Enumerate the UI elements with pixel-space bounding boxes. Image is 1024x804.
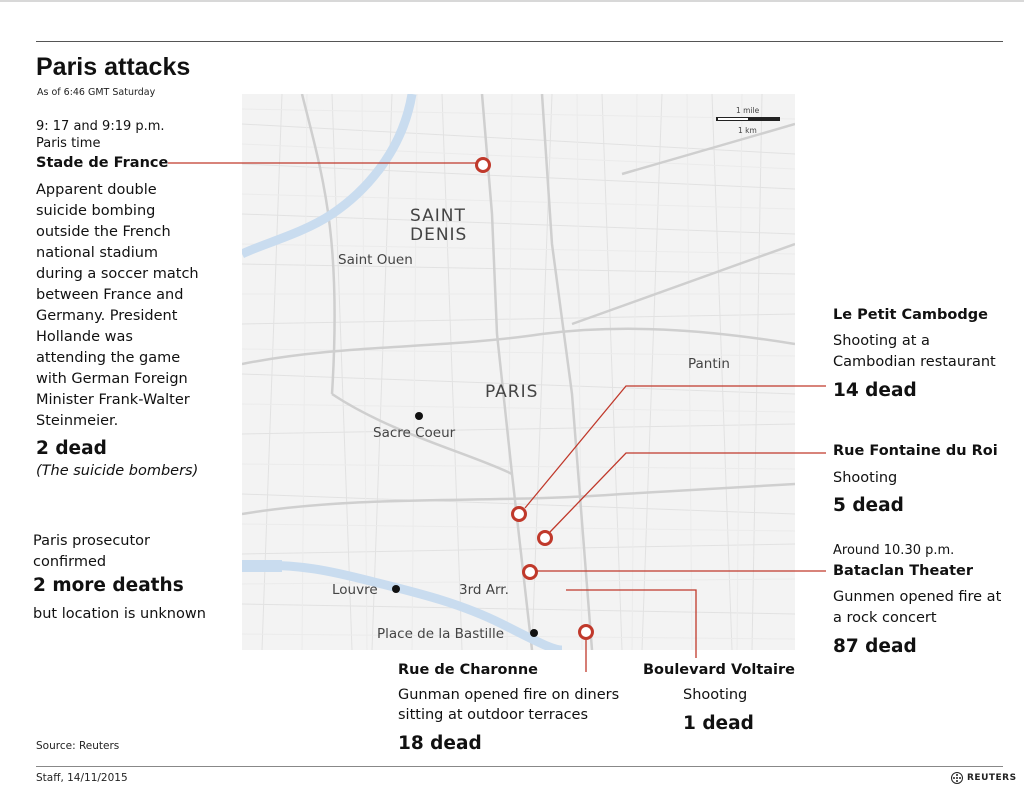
label-bastille: Place de la Bastille: [377, 626, 505, 642]
bataclan-desc-1: Gunmen opened fire at: [833, 589, 1002, 605]
prosecutor-line3: but location is unknown: [33, 606, 206, 622]
bataclan-name: Bataclan Theater: [833, 563, 974, 579]
stade-description: Apparent double suicide bombing outside the French national stadium during a soccer match between France and Germany. President Hollande was attending the game with German Foreign Minister Frank-Walter Steinmeier.: [36, 182, 199, 429]
charonne-desc-1: Gunman opened fire on diners: [398, 687, 620, 703]
stade-time-sub: Paris time: [36, 136, 101, 151]
label-paris: PARIS: [485, 382, 539, 402]
label-pantin: Pantin: [688, 356, 730, 372]
stade-name: Stade de France: [36, 155, 169, 171]
cambodge-desc-1: Shooting at a: [833, 333, 930, 349]
fontaine-name: Rue Fontaine du Roi: [833, 443, 998, 459]
prosecutor-deaths: 2 more deaths: [33, 575, 184, 596]
charonne-dead: 18 dead: [398, 733, 482, 754]
credit-note: Staff, 14/11/2015: [36, 772, 128, 784]
scale-km-label: 1 km: [738, 126, 757, 135]
stade-time: 9: 17 and 9:19 p.m.: [36, 119, 165, 134]
label-sacre-coeur: Sacre Coeur: [373, 425, 456, 441]
label-3rd-arr: 3rd Arr.: [459, 582, 509, 598]
as-of-timestamp: As of 6:46 GMT Saturday: [37, 87, 156, 98]
page-title: Paris attacks: [36, 53, 191, 81]
prosecutor-line1: Paris prosecutor: [33, 533, 151, 549]
cambodge-desc-2: Cambodian restaurant: [833, 354, 996, 370]
voltaire-desc: Shooting: [683, 687, 748, 703]
reuters-logo: REUTERS: [951, 772, 1017, 784]
cambodge-name: Le Petit Cambodge: [833, 307, 988, 323]
stade-note: (The suicide bombers): [36, 463, 199, 479]
bataclan-desc-2: a rock concert: [833, 610, 937, 626]
label-louvre: Louvre: [332, 582, 378, 598]
fontaine-dead: 5 dead: [833, 495, 904, 516]
charonne-name: Rue de Charonne: [398, 662, 538, 678]
voltaire-dead: 1 dead: [683, 713, 754, 734]
stade-dead: 2 dead: [36, 438, 107, 459]
bataclan-time: Around 10.30 p.m.: [833, 543, 955, 558]
label-saint-denis-2: DENIS: [410, 225, 468, 245]
voltaire-name: Boulevard Voltaire: [643, 662, 795, 678]
fontaine-desc: Shooting: [833, 470, 898, 486]
cambodge-dead: 14 dead: [833, 380, 917, 401]
label-saint-denis-1: SAINT: [410, 206, 466, 226]
scale-mile-label: 1 mile: [736, 106, 760, 115]
source-note: Source: Reuters: [36, 740, 120, 752]
label-saint-ouen: Saint Ouen: [338, 252, 413, 268]
charonne-desc-2: sitting at outdoor terraces: [398, 707, 589, 723]
bottom-rule: [36, 766, 1003, 767]
prosecutor-line2: confirmed: [33, 554, 107, 570]
reuters-icon: [951, 772, 963, 784]
bataclan-dead: 87 dead: [833, 636, 917, 657]
